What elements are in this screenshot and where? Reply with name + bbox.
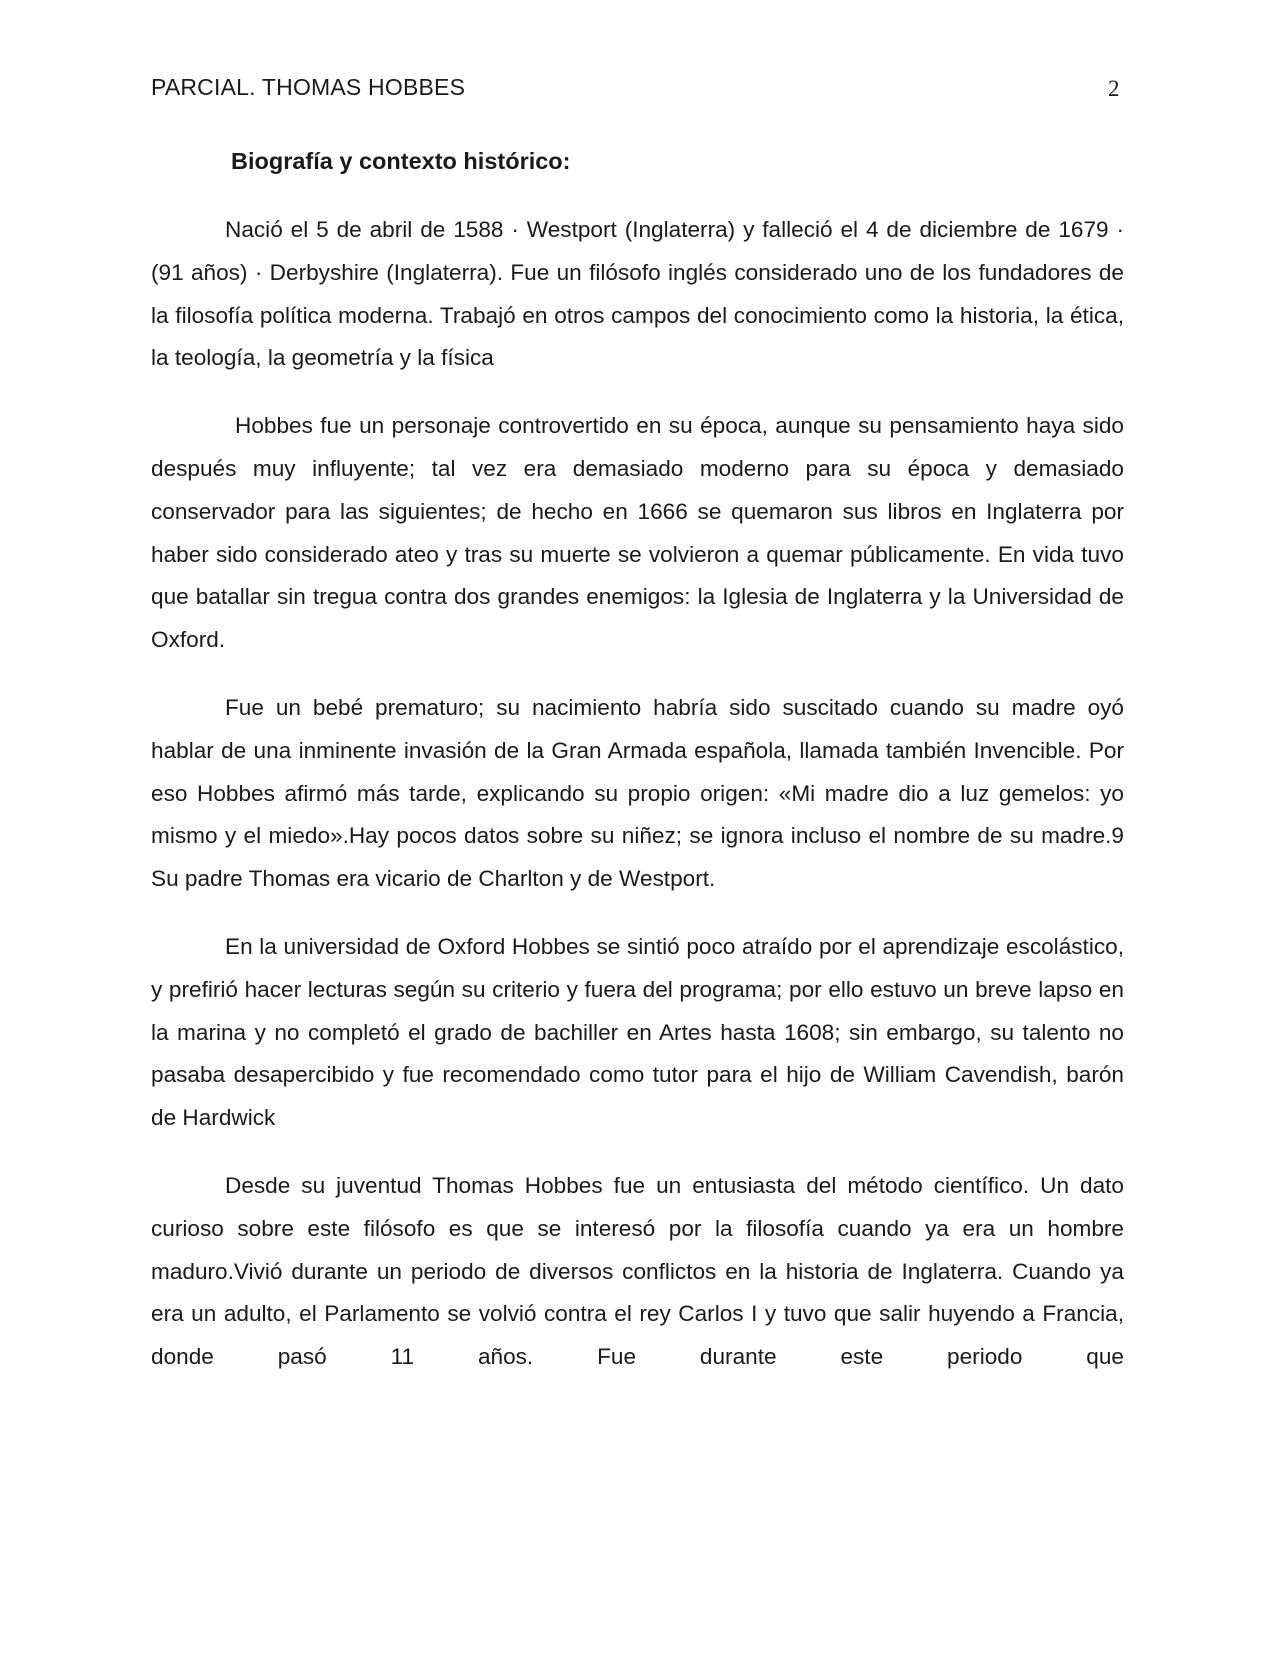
paragraph-scientific-method: Desde su juventud Thomas Hobbes fue un entusiasta del método científico. Un dato curioso sobre este filósofo es que se interesó por la filosofía cuando ya era un hombre maduro.Vivió durante un periodo de diversos conflictos en la historia de Inglaterra. Cuando ya era un adulto, el Parlamento se volvió contra el rey Carlos I y tuvo que salir huyendo a Francia, donde pasó 11 años. Fue durante este periodo que (151, 1172, 1124, 1370)
paragraph-childhood: Fue un bebé prematuro; su nacimiento habría sido suscitado cuando su madre oyó hablar de una inminente invasión de la Gran Armada española, llamada también Invencible. Por eso Hobbes afirmó más tarde, explicando su propio origen: «Mi madre dio a luz gemelos: yo mismo y el miedo».Hay pocos datos sobre su niñez; se ignora incluso el nombre de su madre.9 Su padre Thomas era vicario de Charlton y de Westport. (151, 694, 1124, 892)
section-heading: Biografía y contexto histórico: (231, 148, 571, 174)
paragraph-controversy: Hobbes fue un personaje controvertido en su época, aunque su pensamiento haya sido después muy influyente; tal vez era demasiado moderno para su época y demasiado conservador para las siguientes; de hecho en 1666 se quemaron sus libros en Inglaterra por haber sido considerado ateo y tras su muerte se volvieron a quemar públicamente. En vida tuvo que batallar sin tregua contra dos grandes enemigos: la Iglesia de Inglaterra y la Universidad de Oxford. (151, 413, 1124, 653)
paragraph-oxford: En la universidad de Oxford Hobbes se sintió poco atraído por el aprendizaje escolástico, y prefirió hacer lecturas según su criterio y fuera del programa; por ello estuvo un breve lapso en la marina y no completó el grado de bachiller en Artes hasta 1608; sin embargo, su talento no pasaba desapercibido y fue recomendado como tutor para el hijo de William Cavendish, barón de Hardwick (151, 933, 1124, 1131)
page-number: 2 (1108, 76, 1120, 101)
document-body (151, 209, 1124, 1404)
paragraph-birth-death: Nació el 5 de abril de 1588 · Westport (Inglaterra) y falleció el 4 de diciembre de 1679 · (91 años) · Derbyshire (Inglaterra). Fue un filósofo inglés considerado uno de los fundadores de la filosofía política moderna. Trabajó en otros campos del conocimiento como la historia, la ética, la teología, la geometría y la física (151, 217, 1124, 371)
running-head: PARCIAL. THOMAS HOBBES (151, 74, 466, 100)
